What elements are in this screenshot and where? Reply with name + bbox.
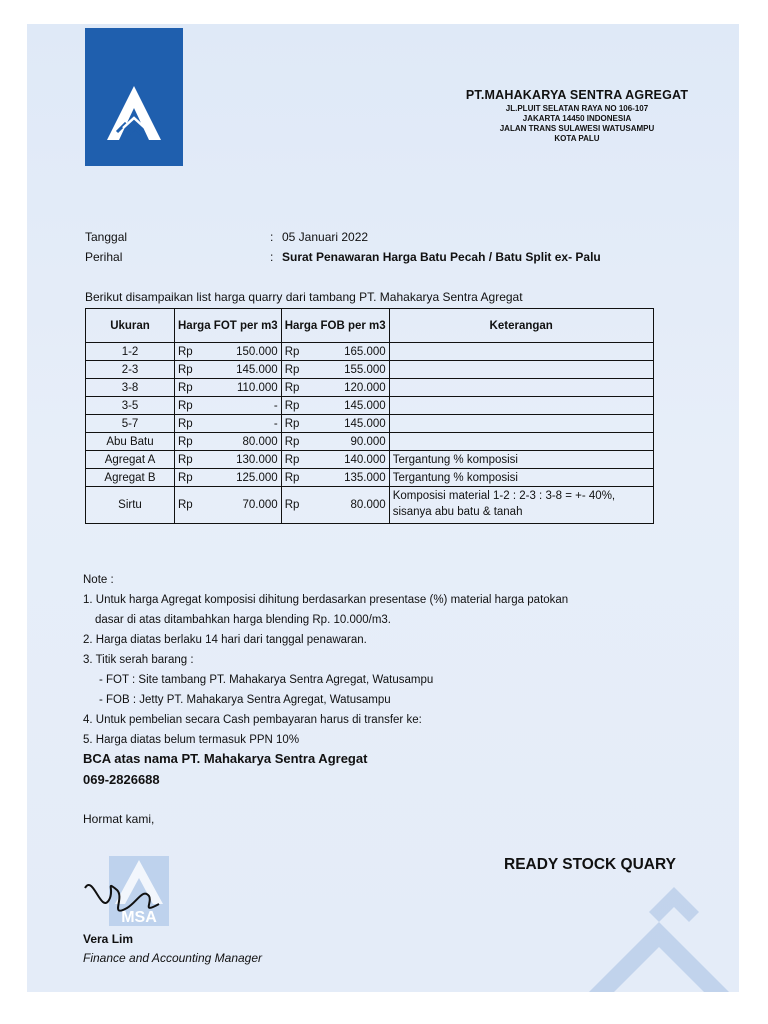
cell-size: Agregat B	[86, 469, 175, 487]
company-logo	[85, 28, 183, 166]
stamp-text: MSA	[121, 909, 157, 926]
notes-section	[83, 570, 568, 750]
company-address-line: JAKARTA 14450 INDONESIA	[522, 113, 632, 123]
date-separator: :	[270, 230, 274, 244]
company-address-line: JL.PLUIT SELATAN RAYA NO 106-107	[505, 103, 649, 113]
cell-currency: Rp	[175, 361, 202, 379]
letter-page	[27, 24, 739, 992]
background-watermark	[499, 852, 739, 992]
cell-note	[389, 397, 653, 415]
company-address-line: JALAN TRANS SULAWESI WATUSAMPU	[499, 123, 655, 133]
cell-fob: 145.000	[304, 415, 389, 433]
bank-account-name: BCA atas nama PT. Mahakarya Sentra Agregat	[83, 751, 368, 766]
cell-currency: Rp	[175, 451, 202, 469]
cell-note	[389, 433, 653, 451]
cell-note	[389, 379, 653, 397]
table-row	[86, 451, 654, 469]
cell-currency: Rp	[175, 415, 202, 433]
cell-fot: 110.000	[202, 379, 282, 397]
mountain-logo-icon	[103, 82, 165, 144]
date-value: 05 Januari 2022	[282, 230, 369, 244]
cell-size: 5-7	[86, 415, 175, 433]
subject-value: Surat Penawaran Harga Batu Pecah / Batu Split ex- Palu	[282, 250, 601, 264]
cell-currency: Rp	[281, 343, 304, 361]
cell-currency: Rp	[175, 469, 202, 487]
cell-fob: 140.000	[304, 451, 389, 469]
company-header	[437, 88, 717, 144]
cell-currency: Rp	[281, 397, 304, 415]
cell-fot: 80.000	[202, 433, 282, 451]
cell-currency: Rp	[281, 379, 304, 397]
table-row	[86, 469, 654, 487]
cell-fot: -	[202, 415, 282, 433]
bank-info	[83, 748, 367, 790]
table-header-row	[86, 309, 654, 343]
cell-note	[389, 361, 653, 379]
table-row	[86, 433, 654, 451]
cell-size: 2-3	[86, 361, 175, 379]
cell-currency: Rp	[175, 343, 202, 361]
cell-size: Abu Batu	[86, 433, 175, 451]
note-item: - FOT : Site tambang PT. Mahakarya Sentra Agregat, Watusampu	[99, 674, 434, 686]
cell-note: Tergantung % komposisi	[389, 451, 653, 469]
cell-fot: 130.000	[202, 451, 282, 469]
header-fot: Harga FOT per m3	[175, 309, 282, 343]
cell-size: 1-2	[86, 343, 175, 361]
cell-note	[389, 343, 653, 361]
cell-fob: 145.000	[304, 397, 389, 415]
company-name: PT.MAHAKARYA SENTRA AGREGAT	[465, 88, 689, 102]
cell-fob: 135.000	[304, 469, 389, 487]
notes-title: Note :	[83, 574, 114, 586]
cell-size: 3-5	[86, 397, 175, 415]
note-item: 5. Harga diatas belum termasuk PPN 10%	[83, 734, 300, 746]
cell-fob: 80.000	[304, 487, 389, 524]
price-table	[85, 308, 654, 524]
subject-separator: :	[270, 250, 274, 264]
cell-note: Tergantung % komposisi	[389, 469, 653, 487]
date-label: Tanggal	[85, 230, 128, 244]
table-row	[86, 415, 654, 433]
note-item: 1. Untuk harga Agregat komposisi dihitung berdasarkan presentase (%) material harga patokan	[83, 594, 569, 606]
cell-currency: Rp	[281, 361, 304, 379]
header-fob: Harga FOB per m3	[281, 309, 389, 343]
cell-size: Sirtu	[86, 487, 175, 524]
table-row	[86, 361, 654, 379]
cell-currency: Rp	[175, 487, 202, 524]
intro-text: Berikut disampaikan list harga quarry dari tambang PT. Mahakarya Sentra Agregat	[85, 290, 523, 304]
cell-note: Komposisi material 1-2 : 2-3 : 3-8 = +- 40%, sisanya abu batu & tanah	[389, 487, 653, 524]
regards-text: Hormat kami,	[83, 812, 155, 826]
ready-stock-note: READY STOCK QUARY	[504, 856, 676, 873]
signer-title: Finance and Accounting Manager	[83, 951, 263, 965]
signer-block	[83, 930, 262, 968]
cell-fot: 145.000	[202, 361, 282, 379]
cell-currency: Rp	[281, 469, 304, 487]
table-row	[86, 397, 654, 415]
cell-currency: Rp	[175, 379, 202, 397]
cell-fot: -	[202, 397, 282, 415]
cell-currency: Rp	[175, 433, 202, 451]
cell-currency: Rp	[175, 397, 202, 415]
cell-note	[389, 415, 653, 433]
cell-currency: Rp	[281, 451, 304, 469]
cell-currency: Rp	[281, 415, 304, 433]
header-note: Keterangan	[389, 309, 653, 343]
cell-fob: 90.000	[304, 433, 389, 451]
cell-fot: 125.000	[202, 469, 282, 487]
note-item: 2. Harga diatas berlaku 14 hari dari tanggal penawaran.	[83, 634, 367, 646]
cell-fob: 155.000	[304, 361, 389, 379]
company-address-line: KOTA PALU	[554, 133, 600, 143]
table-row	[86, 343, 654, 361]
cell-size: Agregat A	[86, 451, 175, 469]
subject-label: Perihal	[85, 250, 123, 264]
note-item: dasar di atas ditambahkan harga blending Rp. 10.000/m3.	[95, 614, 392, 626]
table-row	[86, 487, 654, 524]
table-row	[86, 379, 654, 397]
cell-fob: 165.000	[304, 343, 389, 361]
note-item: - FOB : Jetty PT. Mahakarya Sentra Agregat, Watusampu	[99, 694, 391, 706]
signer-name: Vera Lim	[83, 932, 134, 946]
company-stamp-signature	[79, 844, 179, 930]
header-size: Ukuran	[86, 309, 175, 343]
cell-size: 3-8	[86, 379, 175, 397]
cell-currency: Rp	[281, 487, 304, 524]
bank-account-number: 069-2826688	[83, 772, 160, 787]
cell-currency: Rp	[281, 433, 304, 451]
note-item: 3. Titik serah barang :	[83, 654, 194, 666]
cell-fot: 70.000	[202, 487, 282, 524]
cell-fot: 150.000	[202, 343, 282, 361]
cell-fob: 120.000	[304, 379, 389, 397]
note-item: 4. Untuk pembelian secara Cash pembayaran harus di transfer ke:	[83, 714, 422, 726]
